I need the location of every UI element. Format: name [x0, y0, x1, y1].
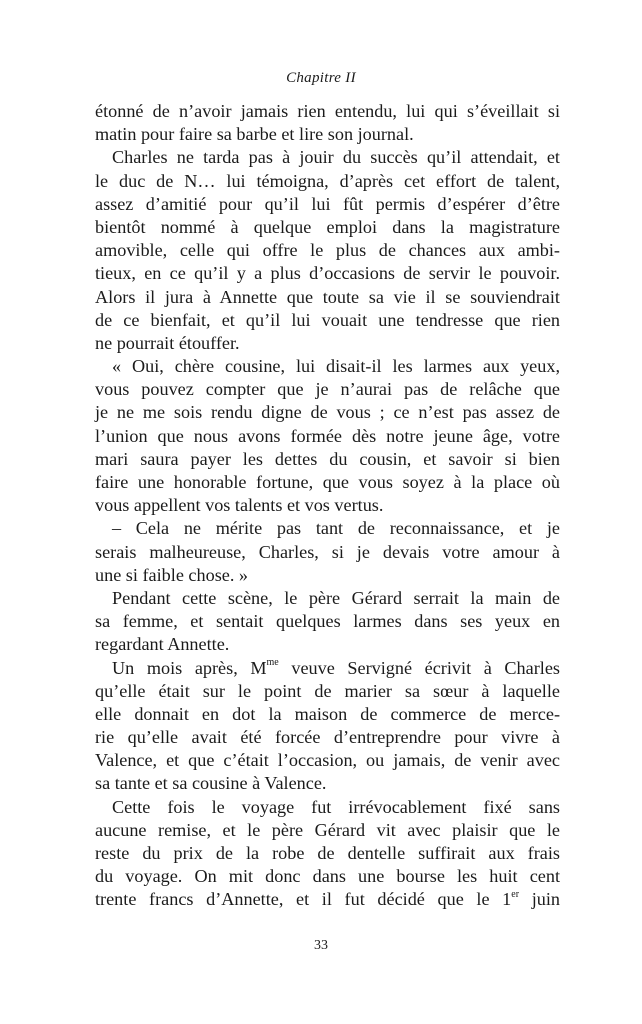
text-line: du voyage. On mit donc dans une bourse les huit cent	[95, 866, 560, 887]
text-line: rie qu’elle avait été forcée d’entreprendre pour vivre à	[95, 727, 560, 748]
text-line: vous pouvez compter que je n’aurai pas de relâche que	[95, 379, 560, 400]
page-number: 33	[314, 938, 328, 953]
text-line: regardant Annette.	[95, 634, 230, 655]
text-line: reste du prix de la robe de dentelle suffirait aux frais	[95, 843, 560, 863]
text-line: bientôt nommé à quelque emploi dans la magistrature	[95, 216, 560, 237]
text-segment: juin	[519, 889, 560, 910]
text-line: Charles ne tarda pas à jouir du succès qu’il attendait, et	[112, 147, 560, 168]
text-line: ne pourrait étouffer.	[95, 332, 240, 353]
text-line	[95, 657, 560, 680]
text-segment: Un mois après, M	[112, 657, 267, 678]
text-line: « Oui, chère cousine, lui disait-il les larmes aux yeux,	[112, 356, 560, 377]
text-line: serais malheureuse, Charles, si je devais votre amour à	[95, 541, 560, 562]
text-line: faire une honorable fortune, que vous soyez à la place où	[95, 472, 560, 492]
text-line: elle donnait en dot la maison de commerce de merce-	[95, 703, 560, 724]
text-line: aucune remise, et le père Gérard vit avec plaisir que le	[95, 819, 560, 840]
text-line: vous appellent vos talents et vos vertus.	[95, 495, 384, 516]
text-line: matin pour faire sa barbe et lire son journal.	[95, 124, 414, 145]
text-segment: veuve Servigné écrivit à Charles	[278, 657, 560, 678]
text-line: Cette fois le voyage fut irrévocablement fixé sans	[112, 796, 560, 817]
body-text	[95, 100, 560, 912]
text-line: je ne me sois rendu digne de vous ; ce n’est pas assez de	[95, 402, 560, 423]
text-line: assez d’amitié pour qu’il lui fût permis d’espérer d’être	[95, 193, 560, 214]
text-line: – Cela ne mérite pas tant de reconnaissance, et je	[112, 518, 560, 539]
text-line: Valence, et que c’était l’occasion, ou jamais, de venir avec	[95, 750, 560, 771]
text-line: Pendant cette scène, le père Gérard serrait la main de	[112, 587, 560, 608]
superscript: er	[511, 889, 520, 901]
text-line: Alors il jura à Annette que toute sa vie il se souviendrait	[95, 286, 560, 307]
text-line: mari saura payer les dettes du cousin, et savoir si bien	[95, 448, 560, 469]
text-line: qu’elle était sur le point de marier sa sœur à laquelle	[95, 680, 560, 701]
text-segment: trente francs d’Annette, et il fut décidé que le 1	[95, 889, 512, 910]
text-line: le duc de N… lui témoigna, d’après cet effort de talent,	[95, 170, 560, 191]
running-header: Chapitre II	[286, 70, 356, 86]
text-line: une si faible chose. »	[95, 564, 249, 585]
text-line: amovible, celle qui offre le plus de chances aux ambi-	[95, 240, 560, 261]
superscript: me	[266, 657, 279, 669]
text-line: tieux, en ce qu’il y a plus d’occasions de servir le pouvoir.	[95, 263, 560, 284]
text-line: de ce bienfait, et qu’il lui vouait une tendresse que rien	[95, 309, 560, 330]
text-line: sa femme, et sentait quelques larmes dans ses yeux en	[95, 611, 560, 632]
text-line: l’union que nous avons formée dès notre jeune âge, votre	[95, 425, 560, 446]
text-line	[95, 888, 560, 911]
text-line: étonné de n’avoir jamais rien entendu, lui qui s’éveillait si	[95, 101, 560, 121]
text-line: sa tante et sa cousine à Valence.	[95, 773, 327, 794]
